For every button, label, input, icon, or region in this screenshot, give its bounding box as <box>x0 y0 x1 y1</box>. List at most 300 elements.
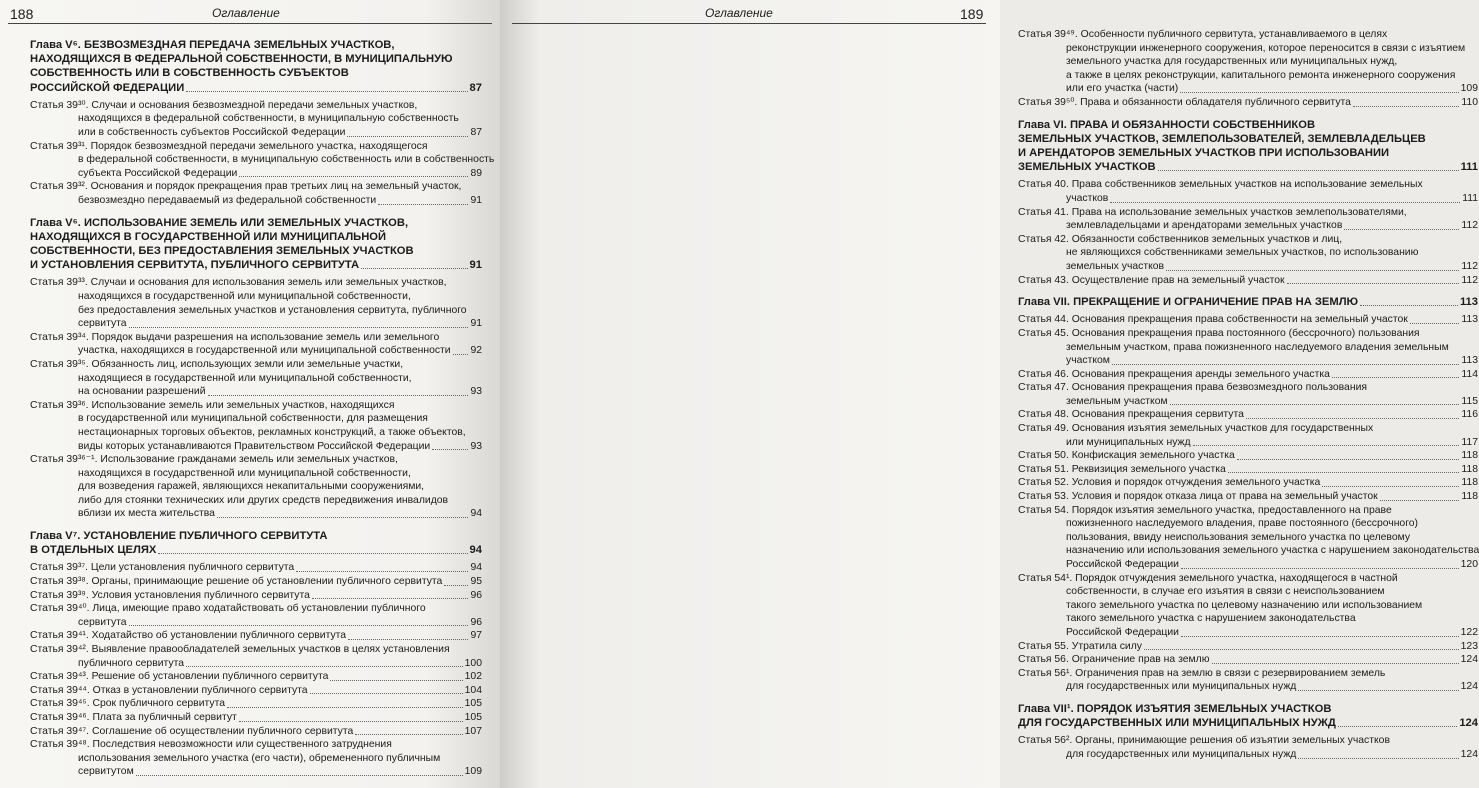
toc-line-text: Статья 39⁴². Выявление правообладателей земельных участков в целях установления <box>30 644 450 656</box>
toc-line-text: виды которых устанавливаются Правительством Российской Федерации <box>78 440 431 452</box>
toc-line-text: сервитута <box>78 318 127 330</box>
toc-line-text: такого земельного участка с нарушением законодательства <box>1066 613 1356 625</box>
toc-line-text: в государственной или муниципальной собственности, для размещения <box>78 413 428 425</box>
toc-line <box>1018 395 1478 409</box>
page-ref: 87 <box>470 127 482 138</box>
running-title: Оглавление <box>212 6 280 20</box>
dot-leader <box>208 395 469 396</box>
page-ref: 94 <box>470 508 482 520</box>
page-ref: 93 <box>470 386 482 398</box>
toc-line-text: Статья 54¹. Порядок отчуждения земельного участка, находящегося в частной <box>1018 572 1398 584</box>
toc-chapter <box>30 529 482 557</box>
toc-line-text: на основании разрешений <box>78 386 206 398</box>
toc-line-text: или муниципальных нужд <box>1066 436 1191 448</box>
toc-line <box>1018 612 1478 626</box>
toc-line <box>1018 680 1478 694</box>
toc-line-text: Статья 39³³. Случаи и основания для использования земель или земельных участков, <box>30 277 447 289</box>
toc-line-text: земельным участком <box>1066 395 1168 407</box>
dot-leader <box>1212 663 1459 664</box>
toc-line <box>30 244 482 258</box>
toc-line <box>1018 246 1478 260</box>
dot-leader <box>129 327 469 328</box>
dot-leader <box>378 204 468 205</box>
toc-line-text: земельным участком, права пожизненного наследуемого владения земельным <box>1066 341 1449 353</box>
toc-line-text: Статья 46. Основания прекращения аренды земельного участка <box>1018 368 1330 380</box>
toc-line <box>30 738 482 752</box>
toc-line <box>1018 274 1478 288</box>
toc-line <box>1018 82 1478 96</box>
dot-leader <box>1112 364 1459 365</box>
toc-line-text: участком <box>1066 355 1110 367</box>
toc-line <box>30 317 482 331</box>
toc-article <box>1018 422 1478 449</box>
toc-line-text: Статья 50. Конфискация земельного участка <box>1018 450 1235 462</box>
toc-line <box>1018 653 1478 667</box>
page-ref: 124 <box>1460 681 1478 693</box>
toc-line <box>30 426 482 440</box>
dot-leader <box>1181 568 1459 569</box>
toc-line-text: Статья 39⁴⁵. Срок публичного сервитута <box>30 698 225 710</box>
page-ref: 87 <box>469 81 482 94</box>
toc-line-text: ЗЕМЕЛЬНЫХ УЧАСТКОВ <box>1018 161 1156 174</box>
dot-leader <box>453 354 469 355</box>
toc-line <box>30 752 482 766</box>
page-ref: 96 <box>470 589 482 601</box>
page-ref: 124 <box>1459 717 1478 730</box>
toc-line-text: Статья 39⁴⁶. Плата за публичный сервитут <box>30 712 237 723</box>
running-title: Оглавление <box>705 6 773 20</box>
toc-line <box>1018 422 1478 436</box>
dot-leader <box>1353 106 1459 107</box>
toc-line-text: Статья 39³⁴. Порядок выдачи разрешения на использование земель или земельного <box>30 331 440 343</box>
toc-article <box>1018 28 1478 96</box>
dot-leader <box>1332 377 1460 378</box>
page-ref: 100 <box>464 657 482 669</box>
toc-article <box>1018 463 1478 477</box>
toc-line-text: нестационарных торговых объектов, рекламных конструкций, а также объектов, <box>78 426 466 438</box>
toc-line-text: Статья 39⁴⁴. Отказ в установлении публичного сервитута <box>30 684 308 696</box>
toc-article <box>1018 313 1478 327</box>
toc-line-text: Статья 49. Основания изъятия земельных участков для государственных <box>1018 423 1374 435</box>
toc-line <box>30 344 482 358</box>
toc-line <box>30 372 482 386</box>
toc-line-text: вблизи их места жительства <box>78 508 215 520</box>
toc-article <box>30 561 482 575</box>
page-ref: 117 <box>1461 436 1478 448</box>
dot-leader <box>1170 404 1460 405</box>
page-ref: 105 <box>464 698 482 710</box>
toc-line <box>30 153 495 167</box>
toc-article <box>1018 368 1478 382</box>
toc-article <box>1018 233 1478 274</box>
toc-line <box>1018 626 1478 640</box>
toc-line-text: И УСТАНОВЛЕНИЯ СЕРВИТУТА, ПУБЛИЧНОГО СЕРВИТУТА <box>30 259 360 272</box>
toc-article <box>30 629 482 643</box>
toc-line-text: находящихся в федеральной собственности, в муниципальную собственность <box>78 113 459 125</box>
toc-line-text: реконструкции инженерного сооружения, которое переносится в связи с изъятием <box>1066 42 1466 54</box>
page-ref: 122 <box>1460 626 1478 638</box>
dot-leader <box>1110 202 1460 203</box>
toc-article <box>1018 449 1478 463</box>
dot-leader <box>432 449 468 450</box>
page-number: 188 <box>10 6 34 22</box>
toc-line-text: назначению или использования земельного участка с нарушением законодательства <box>1066 545 1479 557</box>
dot-leader <box>1298 758 1458 759</box>
toc-line-text: для возведения гаражей, являющихся некапитальными сооружениями, <box>78 481 425 493</box>
page-ref: 113 <box>1461 314 1478 326</box>
toc-article <box>30 711 482 725</box>
toc-line <box>1018 69 1478 83</box>
dot-leader <box>1180 92 1458 93</box>
page-ref: 116 <box>1461 409 1478 421</box>
toc-line-text: участка, находящихся в государственной или муниципальной собственности <box>78 345 451 357</box>
toc-article <box>30 684 482 698</box>
header-rule <box>8 23 492 24</box>
dot-leader <box>186 666 463 667</box>
toc-line <box>1018 517 1478 531</box>
toc-line-text: находящихся в государственной или муниципальной собственности, <box>78 467 411 479</box>
toc-line-text: участков <box>1066 192 1109 204</box>
toc-line <box>1018 572 1478 586</box>
toc-line <box>1018 206 1478 220</box>
toc-line <box>30 494 482 508</box>
toc-line <box>30 276 482 290</box>
toc-line-text: не являющихся собственниками земельных участков, по использованию <box>1066 247 1419 259</box>
toc-article <box>1018 178 1478 205</box>
toc-line-text: Статья 39⁵⁰. Права и обязанности обладателя публичного сервитута <box>1018 96 1351 108</box>
dot-leader <box>361 268 468 269</box>
page-ref: 104 <box>464 684 482 696</box>
toc-chapter <box>1018 295 1478 309</box>
toc-line <box>1018 313 1478 327</box>
toc-article <box>1018 490 1478 504</box>
toc-line <box>30 140 482 154</box>
dot-leader <box>1228 472 1460 473</box>
toc-chapter <box>30 38 482 95</box>
toc-line <box>30 304 482 318</box>
toc-line <box>30 126 482 140</box>
toc-line-text: Статья 39⁴⁹. Особенности публичного сервитута, устанавливаемого в целях <box>1018 29 1388 40</box>
toc-line-text: Глава VII. ПРЕКРАЩЕНИЕ И ОГРАНИЧЕНИЕ ПРАВ НА ЗЕМЛЮ <box>1018 296 1359 309</box>
page-ref: 91 <box>469 259 482 272</box>
page-ref: 112 <box>1461 220 1478 232</box>
dot-leader <box>1158 170 1459 171</box>
toc-line <box>30 575 482 589</box>
dot-leader <box>444 585 468 586</box>
toc-line-text: РОССИЙСКОЙ ФЕДЕРАЦИИ <box>30 81 185 94</box>
dot-leader <box>1322 486 1459 487</box>
toc-line-text: для государственных или муниципальных нужд <box>1066 681 1297 693</box>
page-ref: 94 <box>470 562 482 574</box>
toc-line <box>30 643 482 657</box>
dot-leader <box>227 707 463 708</box>
toc-chapter <box>1018 702 1478 730</box>
toc-article <box>30 331 482 358</box>
toc-line <box>30 765 482 779</box>
toc-line-text: либо для стоянки технических или других средств передвижения инвалидов <box>78 494 449 506</box>
toc-line-text: использования земельного участка (его части), обремененного публичным <box>78 752 441 764</box>
toc-article <box>1018 408 1478 422</box>
dot-leader <box>1193 445 1460 446</box>
toc-line <box>1018 381 1478 395</box>
toc-line-text: Статья 56. Ограничение прав на землю <box>1018 654 1210 666</box>
dot-leader <box>1181 636 1459 637</box>
toc-line-text: Статья 42. Обязанности собственников земельных участков и лиц, <box>1018 233 1343 245</box>
toc-line <box>1018 667 1478 681</box>
toc-line-text: сервитутом <box>78 766 134 778</box>
toc-line <box>30 507 482 521</box>
page-number: 189 <box>960 6 984 22</box>
toc-line <box>30 440 482 454</box>
toc-line-text: такого земельного участка по целевому назначению или использованием <box>1066 599 1423 611</box>
toc-line-text: находящихся в государственной или муниципальной собственности, <box>78 290 411 302</box>
toc-line-text: землевладельцами и арендаторами земельных участков <box>1066 220 1343 232</box>
toc-line <box>30 331 482 345</box>
toc-line <box>1018 192 1478 206</box>
toc-article <box>30 725 482 739</box>
toc-article <box>1018 572 1478 640</box>
toc-line <box>1018 233 1478 247</box>
toc-line <box>30 258 482 272</box>
toc-line-text: НАХОДЯЩИХСЯ В ГОСУДАРСТВЕННОЙ ИЛИ МУНИЦИПАЛЬНОЙ <box>30 230 387 243</box>
page-ref: 109 <box>1460 83 1478 95</box>
page-ref: 118 <box>1461 477 1478 489</box>
dot-leader <box>348 639 468 640</box>
toc-line <box>30 194 482 208</box>
toc-line-text: Статья 56¹. Ограничения прав на землю в связи с резервированием земель <box>1018 667 1386 679</box>
toc-line <box>1018 702 1478 716</box>
toc-line <box>30 399 482 413</box>
page-ref: 123 <box>1460 640 1478 652</box>
page-ref: 118 <box>1461 491 1478 503</box>
toc-line-text: без предоставления земельных участков и установления сервитута, публичного <box>78 304 467 316</box>
toc-line-text: Статья 39⁴¹. Ходатайство об установлении публичного сервитута <box>30 630 347 642</box>
toc-line <box>30 684 482 698</box>
toc-article <box>1018 274 1478 288</box>
toc-article <box>1018 640 1478 654</box>
toc-article <box>30 697 482 711</box>
toc-line <box>1018 295 1478 309</box>
toc-line <box>30 657 482 671</box>
dot-leader <box>312 598 469 599</box>
toc-line-text: Российской Федерации <box>1066 559 1179 571</box>
toc-line <box>1018 96 1478 110</box>
toc-article <box>30 575 482 589</box>
toc-article <box>30 589 482 603</box>
toc-line-text: Статья 56². Органы, принимающие решения об изъятии земельных участков <box>1018 735 1390 747</box>
toc-line <box>1018 219 1478 233</box>
toc-line-text: Статья 39⁴⁰. Лица, имеющие право ходатайствовать об установлении публичного <box>30 603 426 615</box>
toc-line-text: находящиеся в государственной или муниципальной собственности, <box>78 372 412 384</box>
toc-article <box>1018 734 1478 761</box>
toc-line <box>1018 504 1478 518</box>
toc-line-text: или его участка (части) <box>1066 83 1179 95</box>
toc-line-text: Глава VII¹. ПОРЯДОК ИЗЪЯТИЯ ЗЕМЕЛЬНЫХ УЧАСТКОВ <box>1018 702 1332 715</box>
toc-line <box>1018 490 1478 504</box>
toc-article <box>1018 504 1478 572</box>
toc-line <box>30 602 482 616</box>
toc-line-text: Глава VI. ПРАВА И ОБЯЗАННОСТИ СОБСТВЕННИКОВ <box>1018 118 1316 131</box>
toc-article <box>1018 96 1478 110</box>
toc-line <box>30 230 482 244</box>
page-ref: 89 <box>470 167 482 179</box>
toc-line <box>1018 28 1478 42</box>
dot-leader <box>1166 270 1459 271</box>
toc-line-text: Статья 53. Условия и порядок отказа лица от права на земельный участок <box>1018 491 1378 503</box>
toc-line <box>1018 55 1478 69</box>
toc-line <box>30 385 482 399</box>
toc-line <box>30 629 482 643</box>
toc-line <box>1018 354 1478 368</box>
toc-line <box>30 38 482 52</box>
toc-line <box>30 180 482 194</box>
toc-line <box>1018 449 1478 463</box>
toc-line-text: Статья 39³⁶. Использование земель или земельных участков, находящихся <box>30 399 395 411</box>
toc-line-text: собственности, в случае его изъятия в связи с неиспользованием <box>1066 586 1385 598</box>
toc-line-text: СОБСТВЕННОСТЬ ИЛИ В СОБСТВЕННОСТЬ СУБЪЕКТОВ <box>30 67 349 80</box>
page-ref: 95 <box>470 576 482 588</box>
toc-line <box>1018 146 1478 160</box>
page-ref: 97 <box>470 630 482 642</box>
toc-line-text: Статья 39³⁸. Органы, принимающие решение об установлении публичного сервитута <box>30 576 443 588</box>
dot-leader <box>239 176 468 177</box>
toc-line <box>1018 408 1478 422</box>
dot-leader <box>217 517 468 518</box>
toc-line <box>30 467 482 481</box>
toc-article <box>30 99 482 140</box>
page-ref: 105 <box>464 712 482 723</box>
toc-line-text: земельного участка для государственных или муниципальных нужд, <box>1066 56 1398 68</box>
toc-line-text: Статья 39³⁰. Случаи и основания безвозмездной передачи земельных участков, <box>30 99 418 111</box>
toc-line <box>1018 327 1478 341</box>
toc-line-text: Статья 39³². Основания и порядок прекращения прав третьих лиц на земельный участок, <box>30 181 462 193</box>
page-ref: 107 <box>464 725 482 737</box>
toc-column <box>30 30 495 779</box>
toc-line-text: а также в целях реконструкции, капитального ремонта инженерного сооружения <box>1066 69 1456 81</box>
toc-line-text: Статья 55. Утратила силу <box>1018 640 1142 652</box>
toc-line <box>1018 368 1478 382</box>
page-ref: 109 <box>464 766 482 778</box>
toc-line <box>30 480 482 494</box>
toc-line <box>1018 341 1478 355</box>
toc-line <box>30 66 482 80</box>
dot-leader <box>347 136 468 137</box>
toc-line-text: Статья 52. Условия и порядок отчуждения земельного участка <box>1018 477 1321 489</box>
toc-line <box>1018 118 1478 132</box>
toc-line-text: Статья 39³⁹. Условия установления публичного сервитута <box>30 589 310 601</box>
dot-leader <box>1298 690 1458 691</box>
toc-line-text: Статья 40. Права собственников земельных участков на использование земельных <box>1018 179 1423 191</box>
dot-leader <box>1237 459 1460 460</box>
dot-leader <box>1338 726 1458 727</box>
toc-line <box>1018 463 1478 477</box>
toc-article <box>30 670 482 684</box>
toc-chapter <box>1018 118 1478 175</box>
toc-line <box>1018 42 1478 56</box>
toc-line-text: НАХОДЯЩИХСЯ В ФЕДЕРАЛЬНОЙ СОБСТВЕННОСТИ, В МУНИЦИПАЛЬНУЮ <box>30 53 453 66</box>
dot-leader <box>1144 649 1459 650</box>
toc-line-text: Глава V⁶. ИСПОЛЬЗОВАНИЕ ЗЕМЕЛЬ ИЛИ ЗЕМЕЛЬНЫХ УЧАСТКОВ, <box>30 216 409 229</box>
toc-line-text: Глава V⁶. БЕЗВОЗМЕЗДНАЯ ПЕРЕДАЧА ЗЕМЕЛЬНЫХ УЧАСТКОВ, <box>30 39 395 51</box>
toc-line <box>1018 132 1478 146</box>
toc-line <box>1018 160 1478 174</box>
right-page <box>500 0 1479 788</box>
page-ref: 91 <box>470 318 482 330</box>
page-ref: 94 <box>469 544 482 557</box>
dot-leader <box>1246 418 1460 419</box>
toc-line <box>30 616 482 630</box>
toc-line-text: Статья 39³⁵. Обязанность лиц, использующих земли или земельные участки, <box>30 358 404 370</box>
toc-line-text: Статья 39³⁷. Цели установления публичного сервитута <box>30 562 295 574</box>
toc-article <box>1018 667 1478 694</box>
toc-line-text: Статья 54. Порядок изъятия земельного участка, предоставленного на праве <box>1018 504 1392 516</box>
page-ref: 111 <box>1462 192 1478 204</box>
dot-leader <box>129 625 469 626</box>
toc-line <box>1018 640 1478 654</box>
toc-line <box>30 711 482 725</box>
page-ref: 112 <box>1461 274 1478 286</box>
toc-line <box>30 412 482 426</box>
toc-line-text: безвозмездно передаваемый из федеральной собственности <box>78 194 377 206</box>
toc-line <box>30 589 482 603</box>
toc-line <box>1018 585 1478 599</box>
page-ref: 110 <box>1461 96 1478 108</box>
toc-article <box>1018 206 1478 233</box>
toc-line <box>1018 748 1478 762</box>
toc-line <box>30 529 482 543</box>
toc-line-text: Статья 51. Реквизиция земельного участка <box>1018 463 1226 475</box>
toc-line <box>30 99 482 113</box>
toc-line <box>30 453 482 467</box>
page-ref: 111 <box>1460 161 1478 174</box>
toc-line-text: ДЛЯ ГОСУДАРСТВЕННЫХ ИЛИ МУНИЦИПАЛЬНЫХ НУЖД <box>1018 717 1336 730</box>
toc-line-text: Статья 39³¹. Порядок безвозмездной передачи земельного участка, находящегося <box>30 140 428 152</box>
toc-line <box>30 725 482 739</box>
page-ref: 96 <box>470 616 482 628</box>
toc-line-text: пожизненного наследуемого владения, праве постоянного (бессрочного) <box>1066 518 1419 530</box>
toc-line <box>1018 260 1478 274</box>
page-ref: 115 <box>1461 395 1478 407</box>
dot-leader <box>296 571 468 572</box>
toc-line-text: для государственных или муниципальных нужд <box>1066 748 1297 760</box>
toc-line <box>1018 599 1478 613</box>
toc-line-text: или в собственность субъектов Российской Федерации <box>78 127 346 138</box>
page-ref: 112 <box>1461 260 1478 272</box>
toc-line-text: в федеральной собственности, в муниципальную собственность или в собственность <box>78 154 495 166</box>
toc-line <box>30 81 482 95</box>
page-ref: 114 <box>1461 368 1478 380</box>
toc-article <box>30 399 482 453</box>
dot-leader <box>239 721 463 722</box>
toc-article <box>30 358 482 399</box>
toc-line-text: субъекта Российской Федерации <box>78 167 238 179</box>
page-ref: 120 <box>1460 559 1478 571</box>
page-ref: 118 <box>1461 463 1478 475</box>
toc-line-text: земельных участков <box>1066 260 1165 272</box>
toc-line <box>30 670 482 684</box>
toc-article <box>1018 653 1478 667</box>
toc-line-text: Статья 47. Основания прекращения права безвозмездного пользования <box>1018 382 1367 394</box>
toc-line-text: И АРЕНДАТОРОВ ЗЕМЕЛЬНЫХ УЧАСТКОВ ПРИ ИСПОЛЬЗОВАНИИ <box>1018 146 1390 159</box>
dot-leader <box>355 734 462 735</box>
dot-leader <box>1344 229 1459 230</box>
toc-line-text: СОБСТВЕННОСТИ, БЕЗ ПРЕДОСТАВЛЕНИЯ ЗЕМЕЛЬНЫХ УЧАСТКОВ <box>30 244 414 257</box>
toc-line-text: Статья 45. Основания прекращения права постоянного (бессрочного) пользования <box>1018 327 1420 339</box>
toc-line <box>1018 531 1478 545</box>
toc-line <box>1018 436 1478 450</box>
toc-line-text: Статья 44. Основания прекращения права собственности на земельный участок <box>1018 314 1408 326</box>
page-ref: 124 <box>1460 654 1478 666</box>
